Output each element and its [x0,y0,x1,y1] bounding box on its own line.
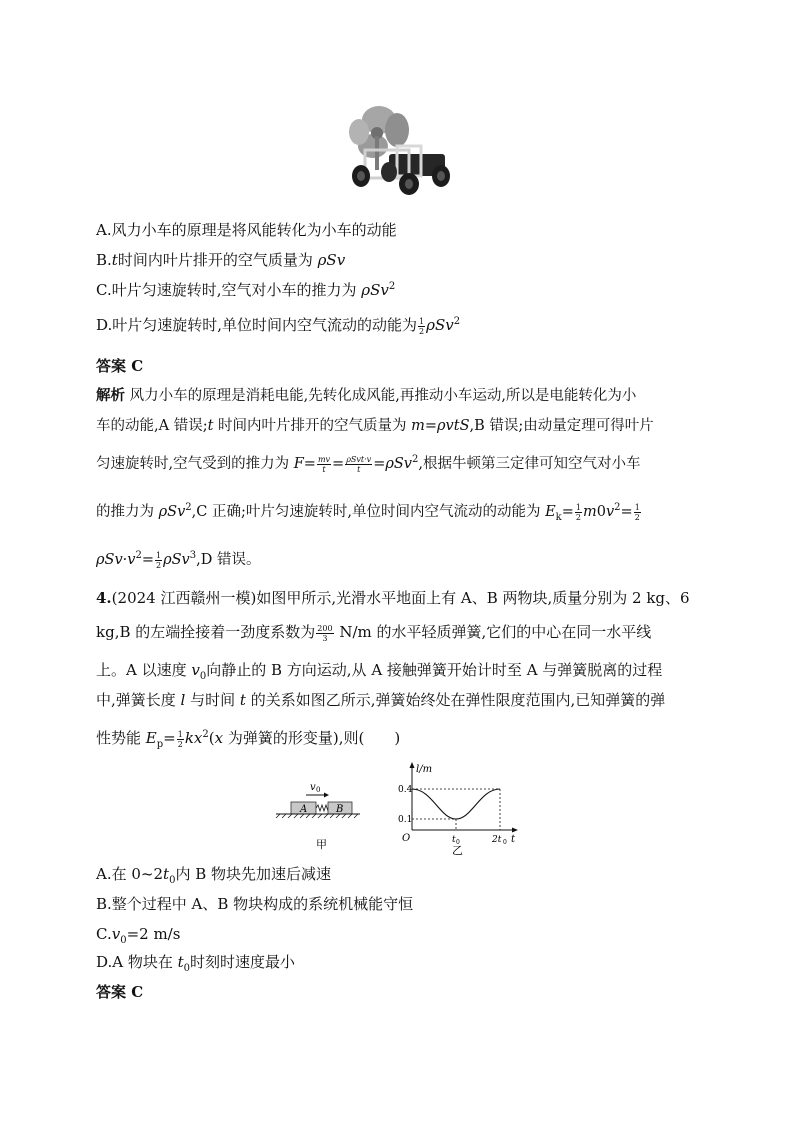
wind-car-illustration [345,100,457,196]
option-d [96,315,460,336]
option-b-prefix: B. [96,251,112,269]
option-d-exp: 2 [453,316,461,327]
q4-number: 4. [96,589,112,607]
option-a: A.风力小车的原理是将风能转化为小车的动能 [96,221,397,239]
fig-b-ytick-low: 0.1 [398,815,413,825]
spring-constant-fraction: $\frac{200}{3}$ [317,623,333,643]
option-b-expr: ρSv [317,251,346,269]
option-c-text: C.叶片匀速旋转时,空气对小车的推力为 [96,281,362,299]
fig-a-v-sub: 0 [316,786,321,794]
q4-option-b: B.整个过程中 A、B 物块构成的系统机械能守恒 [96,895,414,913]
svg-text:0: 0 [503,839,507,846]
fig-b-xtick-2: 2t [492,835,502,845]
figure-jia-blocks [272,778,364,850]
answer-prev: 答案 C [96,357,144,375]
explanation-line-3: 匀速旋转时,空气受到的推力为 F= $\frac{mv}{t}$ = $\frac{\text{ρSvt·v}}{t}$ =ρSv$^2$,根据牛顿第三定律可知空气对小车 [96,454,641,474]
fig-b-origin: O [402,833,411,844]
explanation-line-1: 解析 风力小车的原理是消耗电能,先转化成风能,再推动小车运动,所以是电能转化为小 [96,387,637,404]
fig-b-caption: 乙 [452,844,463,856]
option-d-expr: ρSv [426,316,454,334]
option-b-text: 时间内叶片排开的空气质量为 [117,251,318,269]
explanation-label: 解析 [96,387,125,404]
length-curve [412,789,500,819]
q4-option-c: $C.v_0=2$ m/s [96,925,181,946]
q4-line-2: kg,B 的左端拴接着一劲度系数为 $\frac{200}{3}$ N/m 的水平轻质弹簧,它们的中心在同一水平线 [96,623,652,643]
fig-b-xtick-1: t [452,835,456,845]
fig-b-ytick-high: 0.4 [398,785,413,795]
option-c-exp: 2 [388,281,396,292]
svg-text:A: A [300,804,308,815]
option-b-t: t [111,251,118,269]
q4-option-a: A.在 $0\sim 2t_0$内 B 物块先加速后减速 [96,865,331,886]
q4-line-1: 4.(2024 江西赣州一模)如图甲所示,光滑水平地面上有 A、B 两物块,质量分别为 2 kg、6 [96,589,690,607]
q4-line-4: 中,弹簧长度 l 与时间 t 的关系如图乙所示,弹簧始终处在弹性限度范围内,已知弹簧的弹 [96,691,666,709]
explanation-line-5: $\rho Sv\cdot v^2=$ $\frac{1}{2}$ ρSv$^3$,D 错误。 [96,550,261,570]
option-d-half: $\frac{1}{2}$ [419,316,425,336]
fig-b-y-label: l/m [416,764,433,775]
q4-option-d: D.A 物块在 $t_0$时刻时速度最小 [96,953,296,974]
option-d-text: D.叶片匀速旋转时,单位时间内空气流动的动能为 [96,316,418,334]
option-c [96,280,395,300]
svg-text:0: 0 [456,839,460,846]
explanation-line-2: 车的动能,A 错误;t 时间内叶片排开的空气质量为 m=ρvtS,B 错误;由动量定理可得叶片 [96,418,654,434]
option-b [96,250,345,270]
fig-a-v-label: v [310,782,316,793]
figure-yi-graph [368,760,528,856]
fig-a-caption: 甲 [316,838,327,850]
answer-q4: 答案 C [96,983,144,1001]
q4-line-3: 上。A 以速度 $v_0$向静止的 B 方向运动,从 A 接触弹簧开始计时至 A 与弹簧脱离的过程 [96,661,663,682]
svg-text:B: B [336,804,344,815]
explanation-line-4: 的推力为 ρSv$^2$,C 正确;叶片匀速旋转时,单位时间内空气流动的动能为 $E_k=$ $\frac{1}{2}$ $m0v^2=$ $\frac{1}{2}$ [96,502,640,523]
q4-line-5: 性势能 $E_p=$ $\frac{1}{2}$ $kx^2(x$ 为弹簧的形变量),则( ) [96,729,401,750]
option-c-expr: ρSv [361,281,389,299]
fig-b-x-label: t [511,834,516,845]
